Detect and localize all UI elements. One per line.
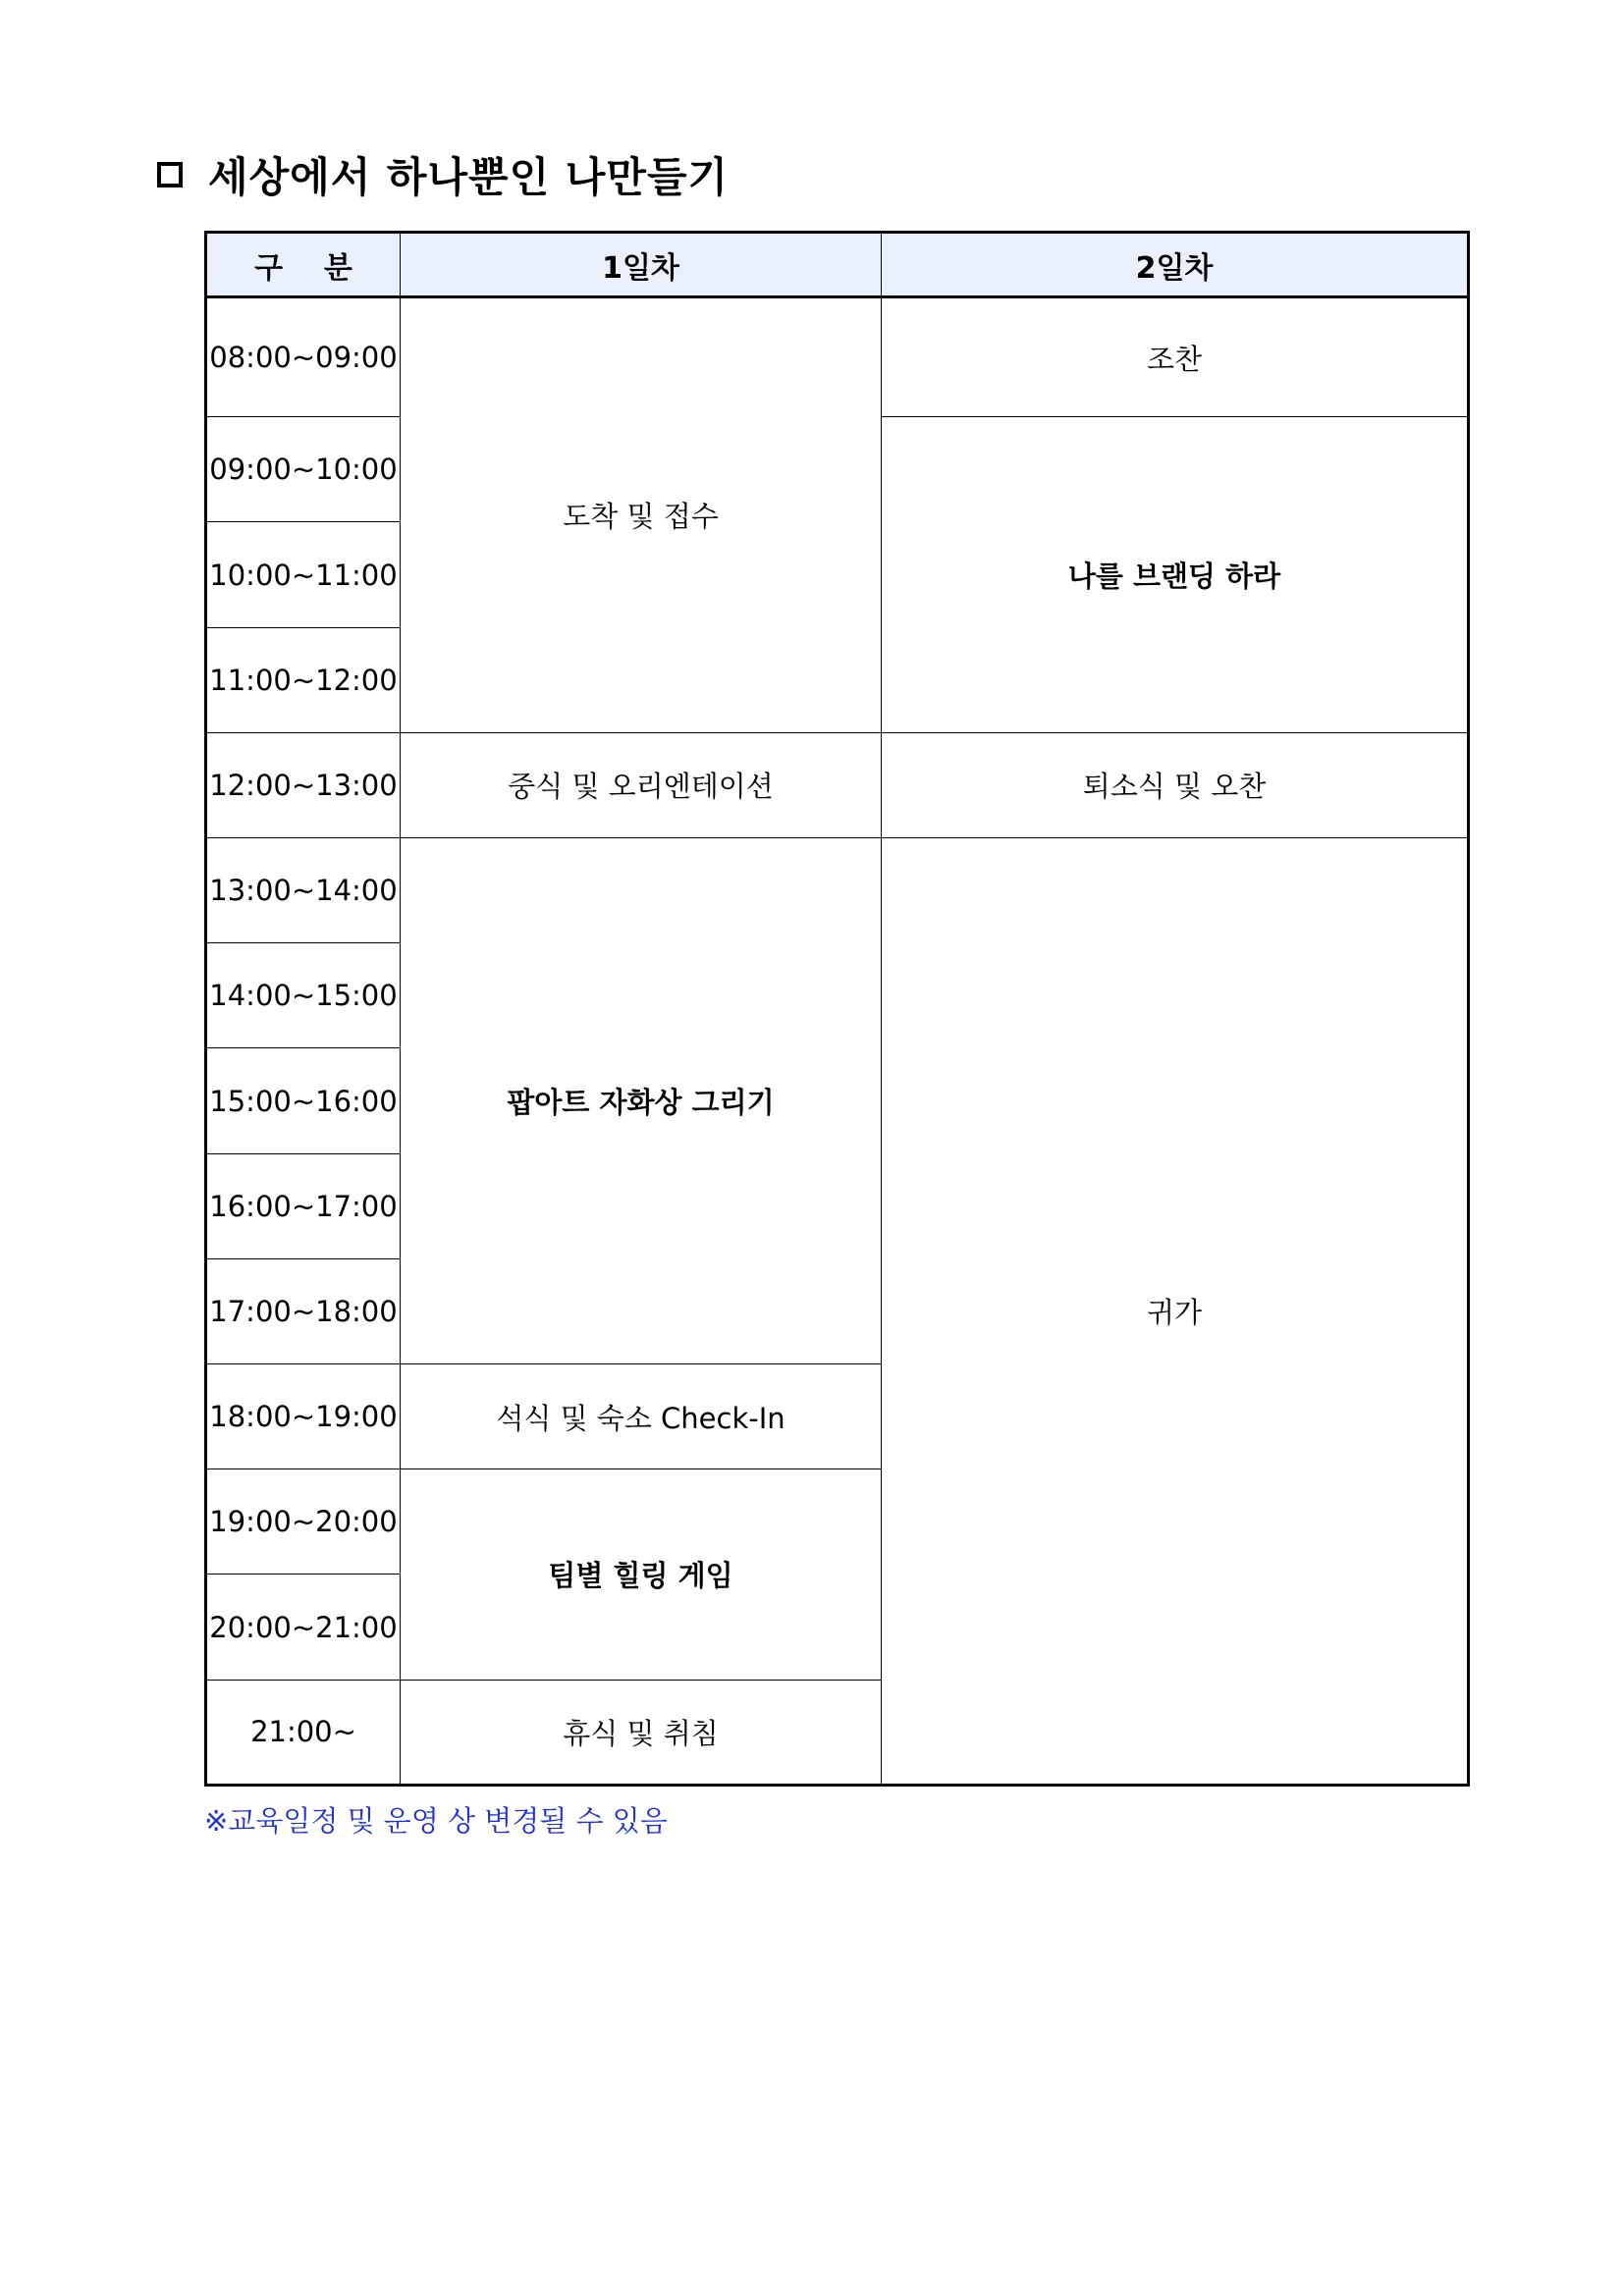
time-cell: 09:00~10:00 [206, 417, 401, 522]
time-cell: 12:00~13:00 [206, 732, 401, 837]
time-cell: 18:00~19:00 [206, 1364, 401, 1469]
page-title [157, 145, 729, 204]
header-category: 구 분 [206, 233, 401, 297]
time-cell: 08:00~09:00 [206, 297, 401, 417]
day2-branding: 나를 브랜딩 하라 [882, 417, 1469, 733]
day1-dinner-checkin: 석식 및 숙소 Check-In [401, 1364, 882, 1469]
time-cell: 14:00~15:00 [206, 943, 401, 1048]
time-cell: 19:00~20:00 [206, 1469, 401, 1575]
time-cell: 20:00~21:00 [206, 1575, 401, 1680]
table-row [206, 732, 1469, 837]
schedule-note: ※교육일정 및 운영 상 변경될 수 있음 [204, 1804, 668, 1838]
schedule-table [204, 231, 1470, 1787]
time-cell: 15:00~16:00 [206, 1048, 401, 1153]
day1-lunch-orientation: 중식 및 오리엔테이션 [401, 732, 882, 837]
day1-arrival: 도착 및 접수 [401, 297, 882, 733]
page-title-text: 세상에서 하나뿐인 나만들기 [208, 153, 730, 201]
time-cell: 11:00~12:00 [206, 627, 401, 732]
day1-team-game: 팀별 힐링 게임 [401, 1469, 882, 1680]
time-cell: 10:00~11:00 [206, 522, 401, 627]
time-cell: 16:00~17:00 [206, 1153, 401, 1258]
time-cell: 17:00~18:00 [206, 1258, 401, 1363]
time-cell: 13:00~14:00 [206, 838, 401, 943]
day2-return: 귀가 [882, 838, 1469, 1786]
header-day2: 2일차 [882, 233, 1469, 297]
day2-closing-lunch: 퇴소식 및 오찬 [882, 732, 1469, 837]
header-row [206, 233, 1469, 297]
checkbox-square-icon [157, 162, 183, 187]
table-row [206, 838, 1469, 943]
header-day1: 1일차 [401, 233, 882, 297]
day2-breakfast: 조찬 [882, 297, 1469, 417]
day1-rest: 휴식 및 취침 [401, 1680, 882, 1785]
table-row [206, 297, 1469, 417]
day1-pop-art: 팝아트 자화상 그리기 [401, 838, 882, 1364]
time-cell: 21:00~ [206, 1680, 401, 1785]
